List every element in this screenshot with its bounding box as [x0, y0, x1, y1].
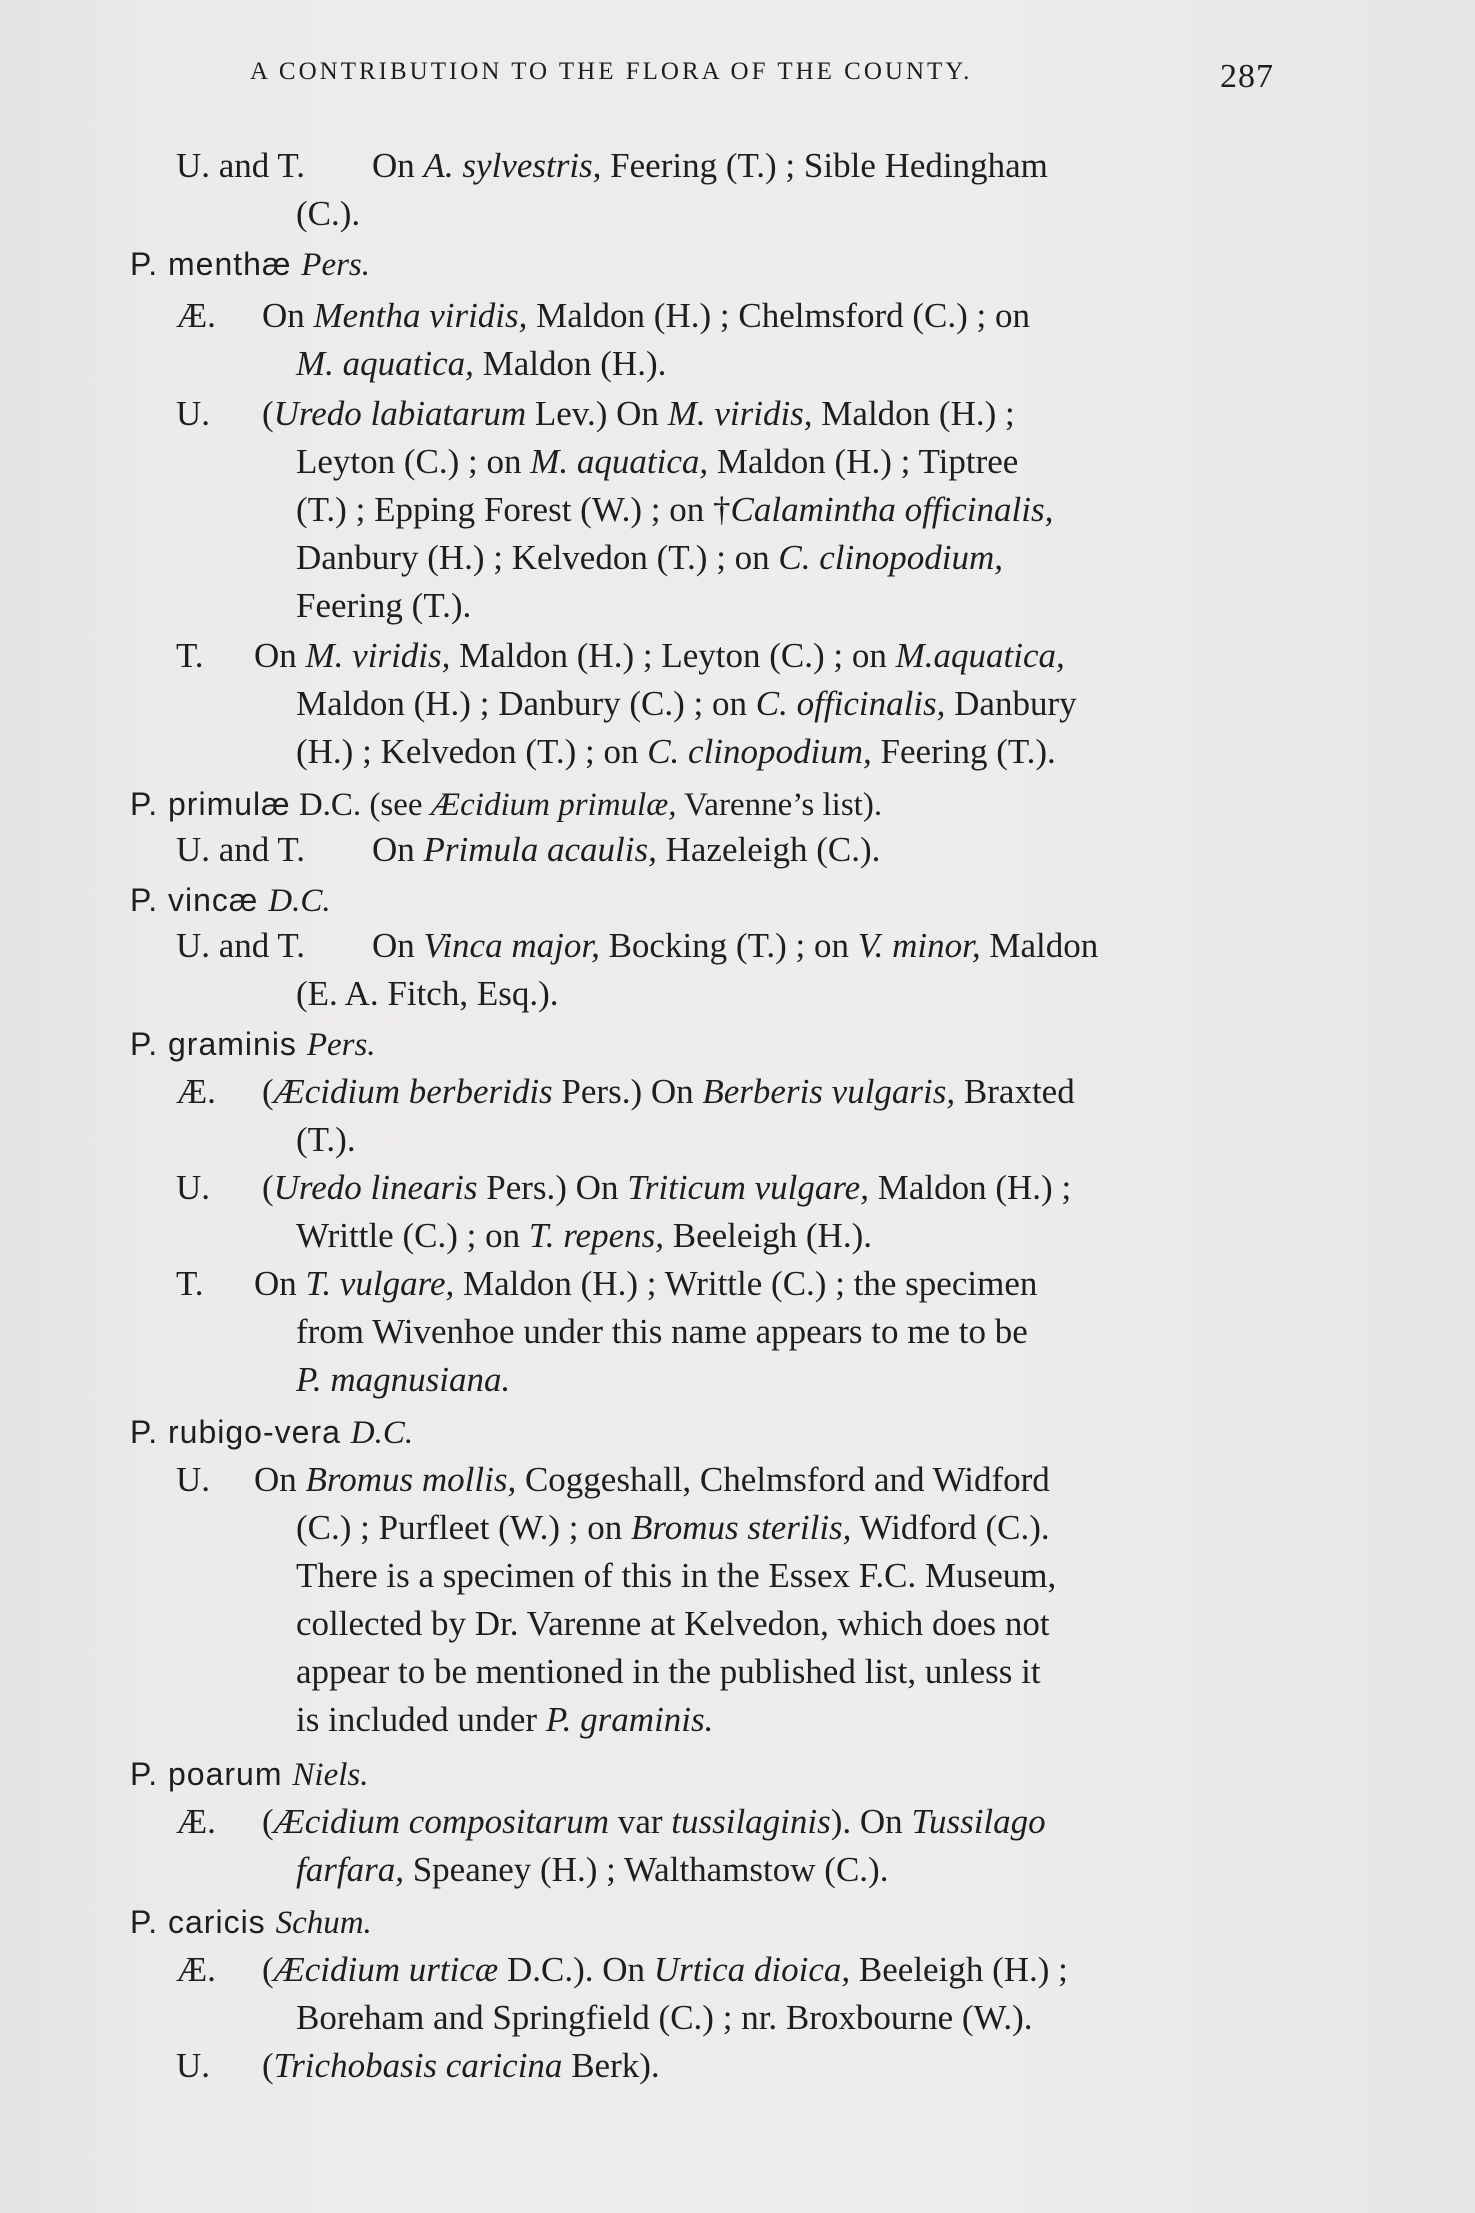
text-line: U. and T. On Primula acaulis, Hazeleigh (C.).	[176, 826, 880, 874]
text-line: (T.) ; Epping Forest (W.) ; on †Calamintha officinalis,	[296, 490, 1054, 529]
text-line: U. and T. On A. sylvestris, Feering (T.) ; Sible Hedingham	[176, 142, 1048, 190]
stage-label: U. and T.	[176, 830, 305, 869]
text-line: (E. A. Fitch, Esq.).	[296, 974, 559, 1013]
text-line: Leyton (C.) ; on M. aquatica, Maldon (H.) ; Tiptree	[296, 442, 1019, 481]
text-line: Æ. (Æcidium berberidis Pers.) On Berberis vulgaris, Braxted	[176, 1068, 1075, 1116]
text-line: There is a specimen of this in the Essex F.C. Museum,	[296, 1556, 1057, 1595]
text-line: U. (Uredo labiatarum Lev.) On M. viridis, Maldon (H.) ;	[176, 390, 1015, 438]
species-heading: P. caricis Schum.	[130, 1904, 372, 1941]
species-heading: P. rubigo-vera D.C.	[130, 1414, 414, 1451]
text-line: M. aquatica, Maldon (H.).	[296, 344, 667, 383]
text-line: Æ. (Æcidium urticæ D.C.). On Urtica dioica, Beeleigh (H.) ;	[176, 1946, 1068, 1994]
running-title: A CONTRIBUTION TO THE FLORA OF THE COUNTY.	[250, 58, 973, 85]
stage-label: Æ.	[176, 1950, 216, 1989]
text-line: Feering (T.).	[296, 586, 472, 625]
text-line: (T.).	[296, 1120, 356, 1159]
text-line: from Wivenhoe under this name appears to me to be	[296, 1312, 1028, 1351]
stage-label: U. and T.	[176, 926, 305, 965]
text-line: T. On T. vulgare, Maldon (H.) ; Writtle (C.) ; the specimen	[176, 1260, 1037, 1308]
text-line: Danbury (H.) ; Kelvedon (T.) ; on C. clinopodium,	[296, 538, 1003, 577]
text-line: Æ. (Æcidium compositarum var tussilaginis). On Tussilago	[176, 1798, 1046, 1846]
text-line: T. On M. viridis, Maldon (H.) ; Leyton (C.) ; on M.aquatica,	[176, 632, 1065, 680]
text-line: U. (Uredo linearis Pers.) On Triticum vulgare, Maldon (H.) ;	[176, 1164, 1071, 1212]
text-line: P. magnusiana.	[296, 1360, 511, 1399]
stage-label: U. and T.	[176, 146, 305, 185]
text-line: Boreham and Springfield (C.) ; nr. Broxbourne (W.).	[296, 1998, 1033, 2037]
stage-label: Æ.	[176, 296, 216, 335]
species-heading: P. primulæ D.C. (see Æcidium primulæ, Varenne’s list).	[130, 786, 883, 823]
text-line: U. (Trichobasis caricina Berk).	[176, 2042, 660, 2090]
text-line: (C.).	[296, 194, 361, 233]
stage-label: U.	[176, 1168, 211, 1207]
stage-label: U.	[176, 2046, 211, 2085]
species-heading: P. menthæ Pers.	[130, 246, 371, 283]
stage-label: Æ.	[176, 1072, 216, 1111]
text-line: Æ. On Mentha viridis, Maldon (H.) ; Chelmsford (C.) ; on	[176, 292, 1030, 340]
text-line: is included under P. graminis.	[296, 1700, 714, 1739]
species-heading: P. graminis Pers.	[130, 1026, 376, 1063]
text-line: Maldon (H.) ; Danbury (C.) ; on C. officinalis, Danbury	[296, 684, 1077, 723]
species-heading: P. vincæ D.C.	[130, 882, 331, 919]
text-line: U. On Bromus mollis, Coggeshall, Chelmsford and Widford	[176, 1456, 1050, 1504]
text-line: U. and T. On Vinca major, Bocking (T.) ; on V. minor, Maldon	[176, 922, 1098, 970]
stage-label: U.	[176, 1460, 211, 1499]
text-line: appear to be mentioned in the published list, unless it	[296, 1652, 1041, 1691]
species-heading: P. poarum Niels.	[130, 1756, 369, 1793]
text-line: (C.) ; Purfleet (W.) ; on Bromus sterilis, Widford (C.).	[296, 1508, 1050, 1547]
text-line: collected by Dr. Varenne at Kelvedon, which does not	[296, 1604, 1050, 1643]
stage-label: Æ.	[176, 1802, 216, 1841]
text-line: farfara, Speaney (H.) ; Walthamstow (C.).	[296, 1850, 889, 1889]
text-line: Writtle (C.) ; on T. repens, Beeleigh (H.).	[296, 1216, 872, 1255]
text-line: (H.) ; Kelvedon (T.) ; on C. clinopodium, Feering (T.).	[296, 732, 1056, 771]
stage-label: T.	[176, 636, 204, 675]
page-number: 287	[1220, 58, 1274, 95]
stage-label: T.	[176, 1264, 204, 1303]
stage-label: U.	[176, 394, 211, 433]
